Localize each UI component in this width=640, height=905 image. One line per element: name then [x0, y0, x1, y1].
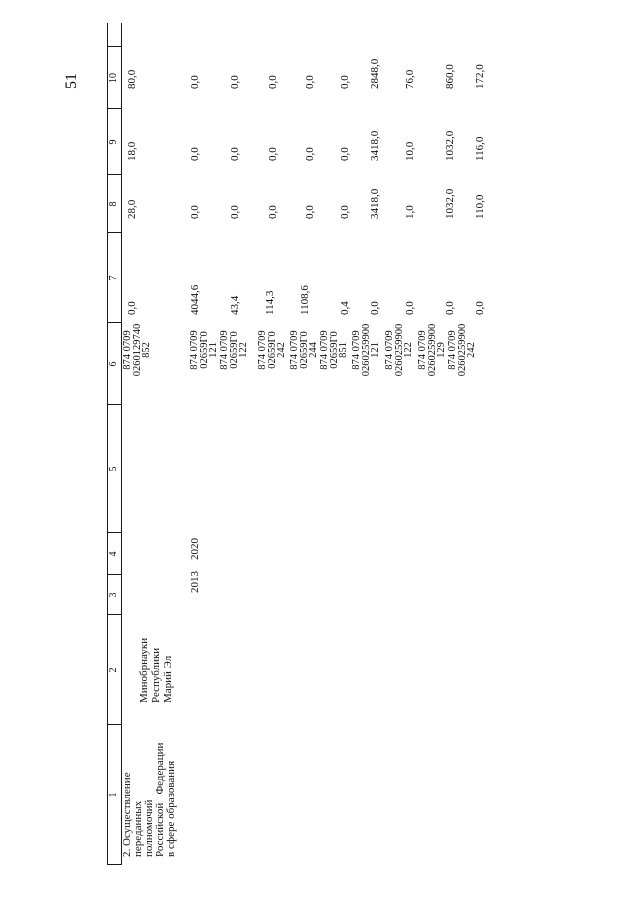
row-2-col8: 0,0: [189, 205, 201, 219]
row-4-col7: 114,3: [264, 290, 276, 315]
column-header-8: 8: [108, 201, 119, 207]
column-header-1: 1: [108, 792, 119, 798]
row-8-budget-code: 874 0709 0260259900 122: [384, 323, 414, 377]
row-9-budget-code: 874 0709 0260259900 129: [417, 323, 447, 377]
row-6-budget-code: 874 0709 02659Г0 851: [319, 330, 349, 370]
row-8-col10: 76,0: [404, 69, 416, 89]
column-header-10: 10: [108, 73, 119, 83]
row-10-col8: 110,0: [474, 194, 486, 219]
row-2-col7: 4044,6: [189, 284, 201, 315]
row-3-budget-code: 874 0709 02659Г0 122: [219, 330, 249, 370]
row-7-col10: 2848,0: [369, 58, 381, 89]
row-7-budget-code: 874 0709 0260259900 121: [351, 323, 381, 377]
row-8-col8: 1,0: [404, 205, 416, 219]
row-10-col9: 116,0: [474, 136, 486, 161]
page-number: 51: [63, 73, 80, 89]
row-7-col7: 0,0: [369, 301, 381, 315]
column-header-4: 4: [108, 551, 119, 557]
row-10-col10: 172,0: [474, 64, 486, 89]
row-1-col10: 80,0: [126, 69, 138, 89]
row-3-col7: 43,4: [229, 295, 241, 315]
row-6-col10: 0,0: [339, 75, 351, 89]
row-1-col9: 18,0: [126, 141, 138, 161]
row-3-col8: 0,0: [229, 205, 241, 219]
row-6-col8: 0,0: [339, 205, 351, 219]
row-6-col7: 0,4: [339, 301, 351, 315]
row-6-col9: 0,0: [339, 147, 351, 161]
column-header-2: 2: [108, 667, 119, 673]
measure-executor: Минобрнауки Республики Марий Эл: [138, 637, 174, 703]
row-8-col7: 0,0: [404, 301, 416, 315]
row-5-col7: 1108,6: [299, 285, 311, 315]
row-2-budget-code: 874 0709 02659Г0 121: [189, 330, 219, 370]
row-9-col10: 860,0: [444, 64, 456, 89]
row-4-col9: 0,0: [267, 147, 279, 161]
measure-name: 2. Осуществление переданных полномочий Российской Федерации в сфере образования: [121, 742, 177, 857]
row-9-col9: 1032,0: [444, 130, 456, 161]
row-1-budget-code: 874 0709 0260129740 852: [122, 323, 152, 377]
row-10-budget-code: 874 0709 0260259900 242: [447, 323, 477, 377]
column-header-3: 3: [108, 592, 119, 598]
row-4-col10: 0,0: [267, 75, 279, 89]
row-8-col9: 10,0: [404, 141, 416, 161]
column-header-6: 6: [108, 361, 119, 367]
row-5-col9: 0,0: [304, 147, 316, 161]
row-1-col8: 28,0: [126, 199, 138, 219]
column-header-7: 7: [108, 275, 119, 281]
row-2-col10: 0,0: [189, 75, 201, 89]
row-7-col8: 3418,0: [369, 188, 381, 219]
row-4-col8: 0,0: [267, 205, 279, 219]
row-5-col8: 0,0: [304, 205, 316, 219]
column-header-5: 5: [108, 466, 119, 472]
row-3-col9: 0,0: [229, 147, 241, 161]
measure-start-year: 2013: [189, 571, 201, 593]
row-10-col7: 0,0: [474, 301, 486, 315]
row-3-col10: 0,0: [229, 75, 241, 89]
row-4-budget-code: 874 0709 02659Г0 242: [257, 330, 287, 370]
row-9-col8: 1032,0: [444, 188, 456, 219]
column-header-9: 9: [108, 139, 119, 145]
measure-end-year: 2020: [189, 538, 201, 560]
row-5-budget-code: 874 0709 02659Г0 244: [289, 330, 319, 370]
row-5-col10: 0,0: [304, 75, 316, 89]
table-header-rule: [121, 23, 122, 865]
row-1-col7: 0,0: [126, 301, 138, 315]
row-2-col9: 0,0: [189, 147, 201, 161]
row-7-col9: 3418,0: [369, 130, 381, 161]
row-9-col7: 0,0: [444, 301, 456, 315]
